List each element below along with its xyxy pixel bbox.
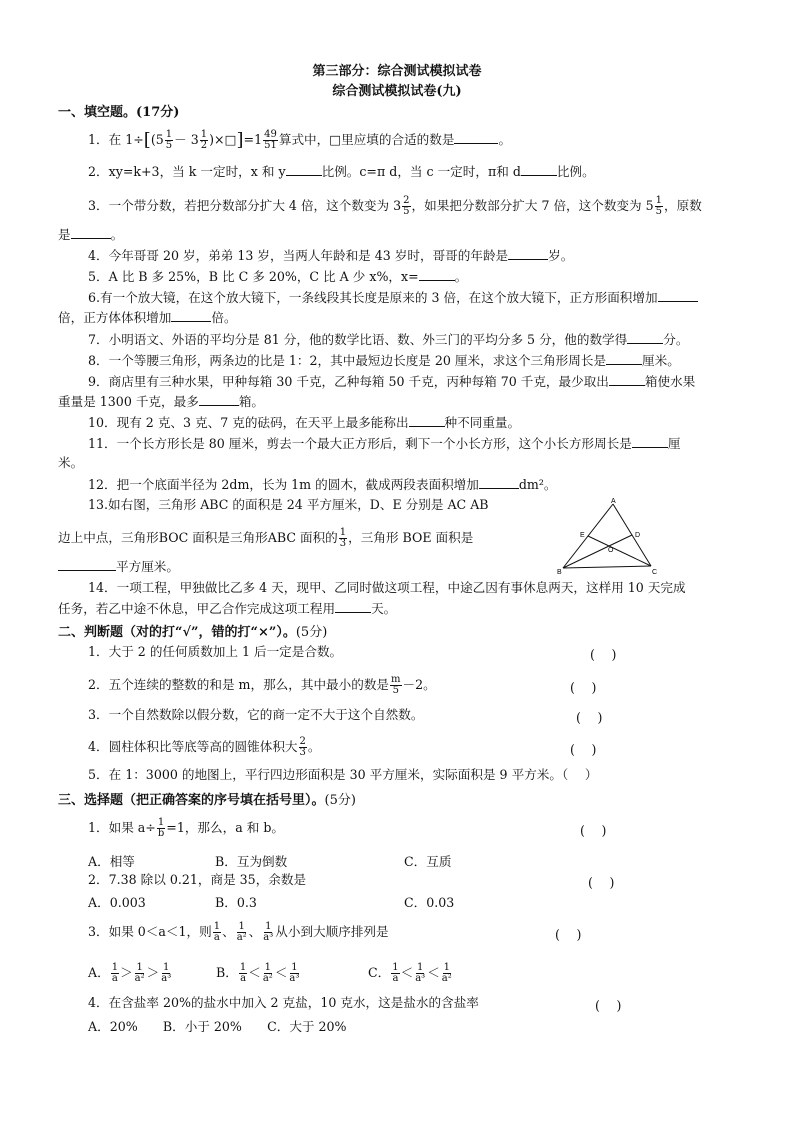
question-1-11: 11．一个长方形长是 80 厘米，剪去一个最大正方形后，剩下一个小长方形，这个小长方形周长是 厘 [88,436,681,451]
choice-4-options[interactable]: A．20% B．小于 20% C．大于 20% [88,1019,347,1034]
choice-1: 1．如果 a÷ $\frac{1}{b}$ =1，那么，a 和 b。 [88,817,284,839]
choice-3-option-b[interactable]: B． $\frac{1}{a}$ ＜ $\frac{1}{\text{a²}}$ ＜ $\frac{1}{\text{a³}}$ [216,962,300,984]
question-1-14: 14．一项工程，甲独做比乙多 4 天，现甲、乙同时做这项工程，中途乙因有事休息两天，这样用 10 天完成 [88,580,686,595]
label-o: O [608,547,614,554]
question-1-8: 8．一个等腰三角形，两条边的比是 1：2，其中最短边长度是 20 厘米，求这个三角形周长是 厘米。 [88,353,680,368]
question-1-10: 10．现有 2 克、3 克、7 克的砝码，在天平上最多能称出 种不同重量。 [88,415,521,430]
question-1-13-line3: 平方厘米。 [58,558,179,575]
choice-3: 3．如果 0＜a＜1，则 $\frac{1}{a}$ 、 $\frac{1}{\text{a²}}$ 、 $\frac{1}{\text{a³}}$ 从小到大顺序排列是 [88,921,389,943]
question-1-7: 7．小明语文、外语的平均分是 81 分，他的数学比语、数、外三门的平均分多 5 分，他的数学得 分。 [88,332,689,347]
question-1-14-line2: 任务，若乙中途不休息，甲乙合作完成这项工程用 天。 [58,601,397,616]
section1-heading: 一、填空题。(17分) [58,105,180,120]
judge-2-answer[interactable]: ( ) [570,680,597,695]
judge-4-answer[interactable]: ( ) [570,742,597,757]
choice-2-answer[interactable]: ( ) [588,875,615,890]
question-1-1: 1．在 1÷[(5 $\frac{1}{5}$ － 3 $\frac{1}{2}$ )×□]=1 $\frac{49}{51}$ 算式中，□里应填的合适的数是 。 [88,129,512,151]
question-1-11-line2: 米。 [58,455,84,470]
question-1-13-line2: 边上中点，三角形BOC 面积是三角形ABC 面积的 $\frac{1}{3}$ ，三角形 BOE 面积是 [58,527,474,549]
judge-2: 2．五个连续的整数的和是 m，那么，其中最小的数是 $\frac{m}{5}$ －2。 [88,674,436,696]
question-1-9: 9．商店里有三种水果，甲种每箱 30 千克，乙种每箱 50 千克，丙种每箱 70 千克，最少取出 箱使水果 [88,374,696,389]
section2-heading: 二、判断题（对的打“√”，错的打“×”）。(5分) [58,625,328,640]
choice-3-option-c[interactable]: C． $\frac{1}{a}$ ＜ $\frac{1}{\text{a³}}$ ＜ $\frac{1}{\text{a²}}$ [368,962,452,984]
choice-3-answer[interactable]: ( ) [555,927,582,942]
question-1-2: 2．xy=k+3，当 k 一定时，x 和 y 比例。c=π d，当 c 一定时，π和 d 比例。 [88,164,595,179]
question-1-5: 5．A 比 B 多 25%，B 比 C 多 20%，C 比 A 少 x%，x= 。 [88,269,468,284]
label-b: B [557,569,562,576]
choice-1-option-b[interactable]: B．互为倒数 [215,854,288,869]
judge-5: 5．在 1：3000 的地图上，平行四边形面积是 30 平方厘米，实际面积是 9 平方米。（ ） [88,767,598,782]
choice-1-option-a[interactable]: A．相等 [88,854,135,869]
judge-1-answer[interactable]: ( ) [590,647,617,662]
section3-heading: 三、选择题（把正确答案的序号填在括号里）。(5分) [58,793,356,808]
choice-2-option-a[interactable]: A．0.003 [88,895,146,910]
question-1-6-line2: 倍，正方体体积增加 倍。 [58,310,237,325]
choice-2-option-c[interactable]: C．0.03 [404,895,455,910]
choice-2: 2．7.38 除以 0.21，商是 35，余数是 [88,872,307,887]
part-title: 第三部分：综合测试模拟试卷 [312,64,482,79]
choice-4-answer[interactable]: ( ) [595,998,622,1013]
label-d: D [635,532,641,539]
label-e: E [580,532,585,539]
choice-2-option-b[interactable]: B．0.3 [215,895,257,910]
judge-4: 4．圆柱体积比等底等高的圆锥体积大 $\frac{2}{3}$ 。 [88,736,321,758]
choice-3-option-a[interactable]: A． $\frac{1}{a}$ ＞ $\frac{1}{\text{a²}}$ ＞ $\frac{1}{\text{a³}}$ [88,962,172,984]
question-1-9-line2: 重量是 1300 千克，最多 箱。 [58,394,264,409]
question-1-6: 6.有一个放大镜，在这个放大镜下，一条线段其长度是原来的 3 倍，在这个放大镜下，正方形面积增加 [88,289,698,306]
question-1-3-line2: 是 。 [58,227,124,242]
label-c: C [652,569,658,576]
question-1-12: 12．把一个底面半径为 2dm，长为 1m 的圆木，截成两段表面积增加 dm²。 [88,477,557,492]
question-1-4: 4．今年哥哥 20 岁，弟弟 13 岁，当两人年龄和是 43 岁时，哥哥的年龄是 岁。 [88,248,574,263]
judge-3-answer[interactable]: ( ) [576,710,603,725]
choice-4: 4．在含盐率 20%的盐水中加入 2 克盐，10 克水，这是盐水的含盐率 [88,995,479,1010]
choice-1-option-c[interactable]: C．互质 [404,854,452,869]
question-1-3: 3．一个带分数，若把分数部分扩大 4 倍，这个数变为 3 $\frac{2}{5}$ ，如果把分数部分扩大 7 倍，这个数变为 5 $\frac{1}{5}$ ，原数 [88,195,702,217]
edge-bc [563,566,651,568]
exam-title: 综合测试模拟试卷(九) [332,84,462,99]
label-a: A [611,498,616,505]
triangle-figure [555,496,665,576]
judge-1: 1．大于 2 的任何质数加上 1 后一定是合数。 [88,644,343,659]
choice-1-answer[interactable]: ( ) [580,823,607,838]
question-1-13: 13.如右图，三角形 ABC 的面积是 24 平方厘米，D、E 分别是 AC AB [88,497,489,512]
judge-3: 3．一个自然数除以假分数，它的商一定不大于这个自然数。 [88,707,424,722]
